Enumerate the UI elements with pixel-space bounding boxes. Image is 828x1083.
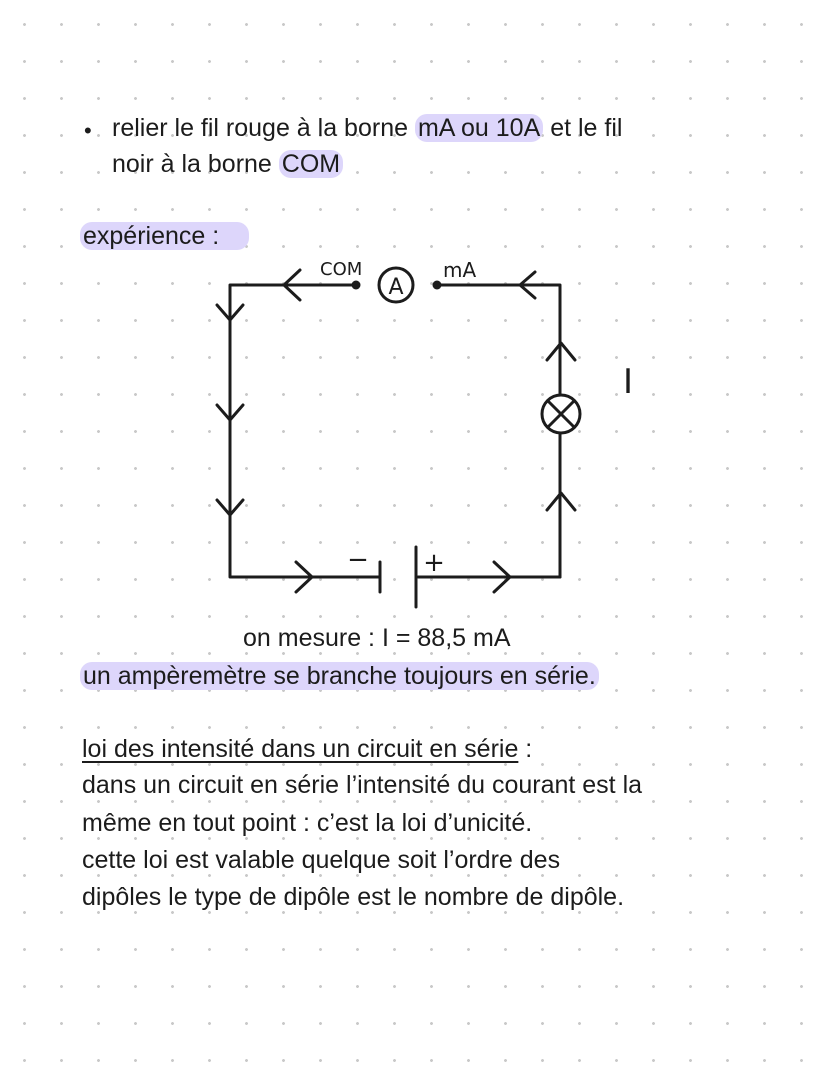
bullet-line2-text: noir à la borne (112, 150, 279, 178)
com-label: COM (320, 259, 363, 280)
wire-right (437, 285, 560, 395)
law-title: loi des intensité dans un circuit en série (82, 735, 519, 763)
bullet-text-start: relier le fil rouge à la borne (112, 114, 415, 142)
law-line-2: même en tout point : c’est la loi d’unicité. (82, 809, 533, 837)
law-title-suffix: : (518, 735, 533, 763)
highlight-com: COM (279, 150, 343, 178)
law-line-3: cette loi est valable quelque soit l’ordre des (82, 846, 561, 874)
experience-label-text: expérience : (80, 222, 249, 250)
ma-label: mA (443, 258, 477, 282)
bullet-text-end: et le fil (543, 114, 623, 142)
law-title-line (82, 731, 532, 768)
law-line-4: dipôles le type de dipôle est le nombre de dipôle. (82, 883, 625, 911)
current-label: I (622, 362, 634, 402)
ma-terminal-dot (433, 281, 442, 290)
law-line-1: dans un circuit en série l’intensité du courant est la (82, 771, 643, 799)
bullet-marker: • (84, 118, 92, 143)
battery-minus-sign: − (347, 545, 369, 575)
rule-line (80, 658, 599, 695)
measure-text: on mesure : I = 88,5 mA (243, 624, 511, 652)
battery-plus-sign: + (423, 548, 445, 578)
wire-left-top (230, 285, 380, 577)
ammeter-symbol: A (388, 275, 404, 300)
rule-text: un ampèremètre se branche toujours en série. (80, 662, 599, 690)
com-terminal-dot (352, 281, 361, 290)
highlight-ma-10a: mA ou 10A (415, 114, 543, 142)
